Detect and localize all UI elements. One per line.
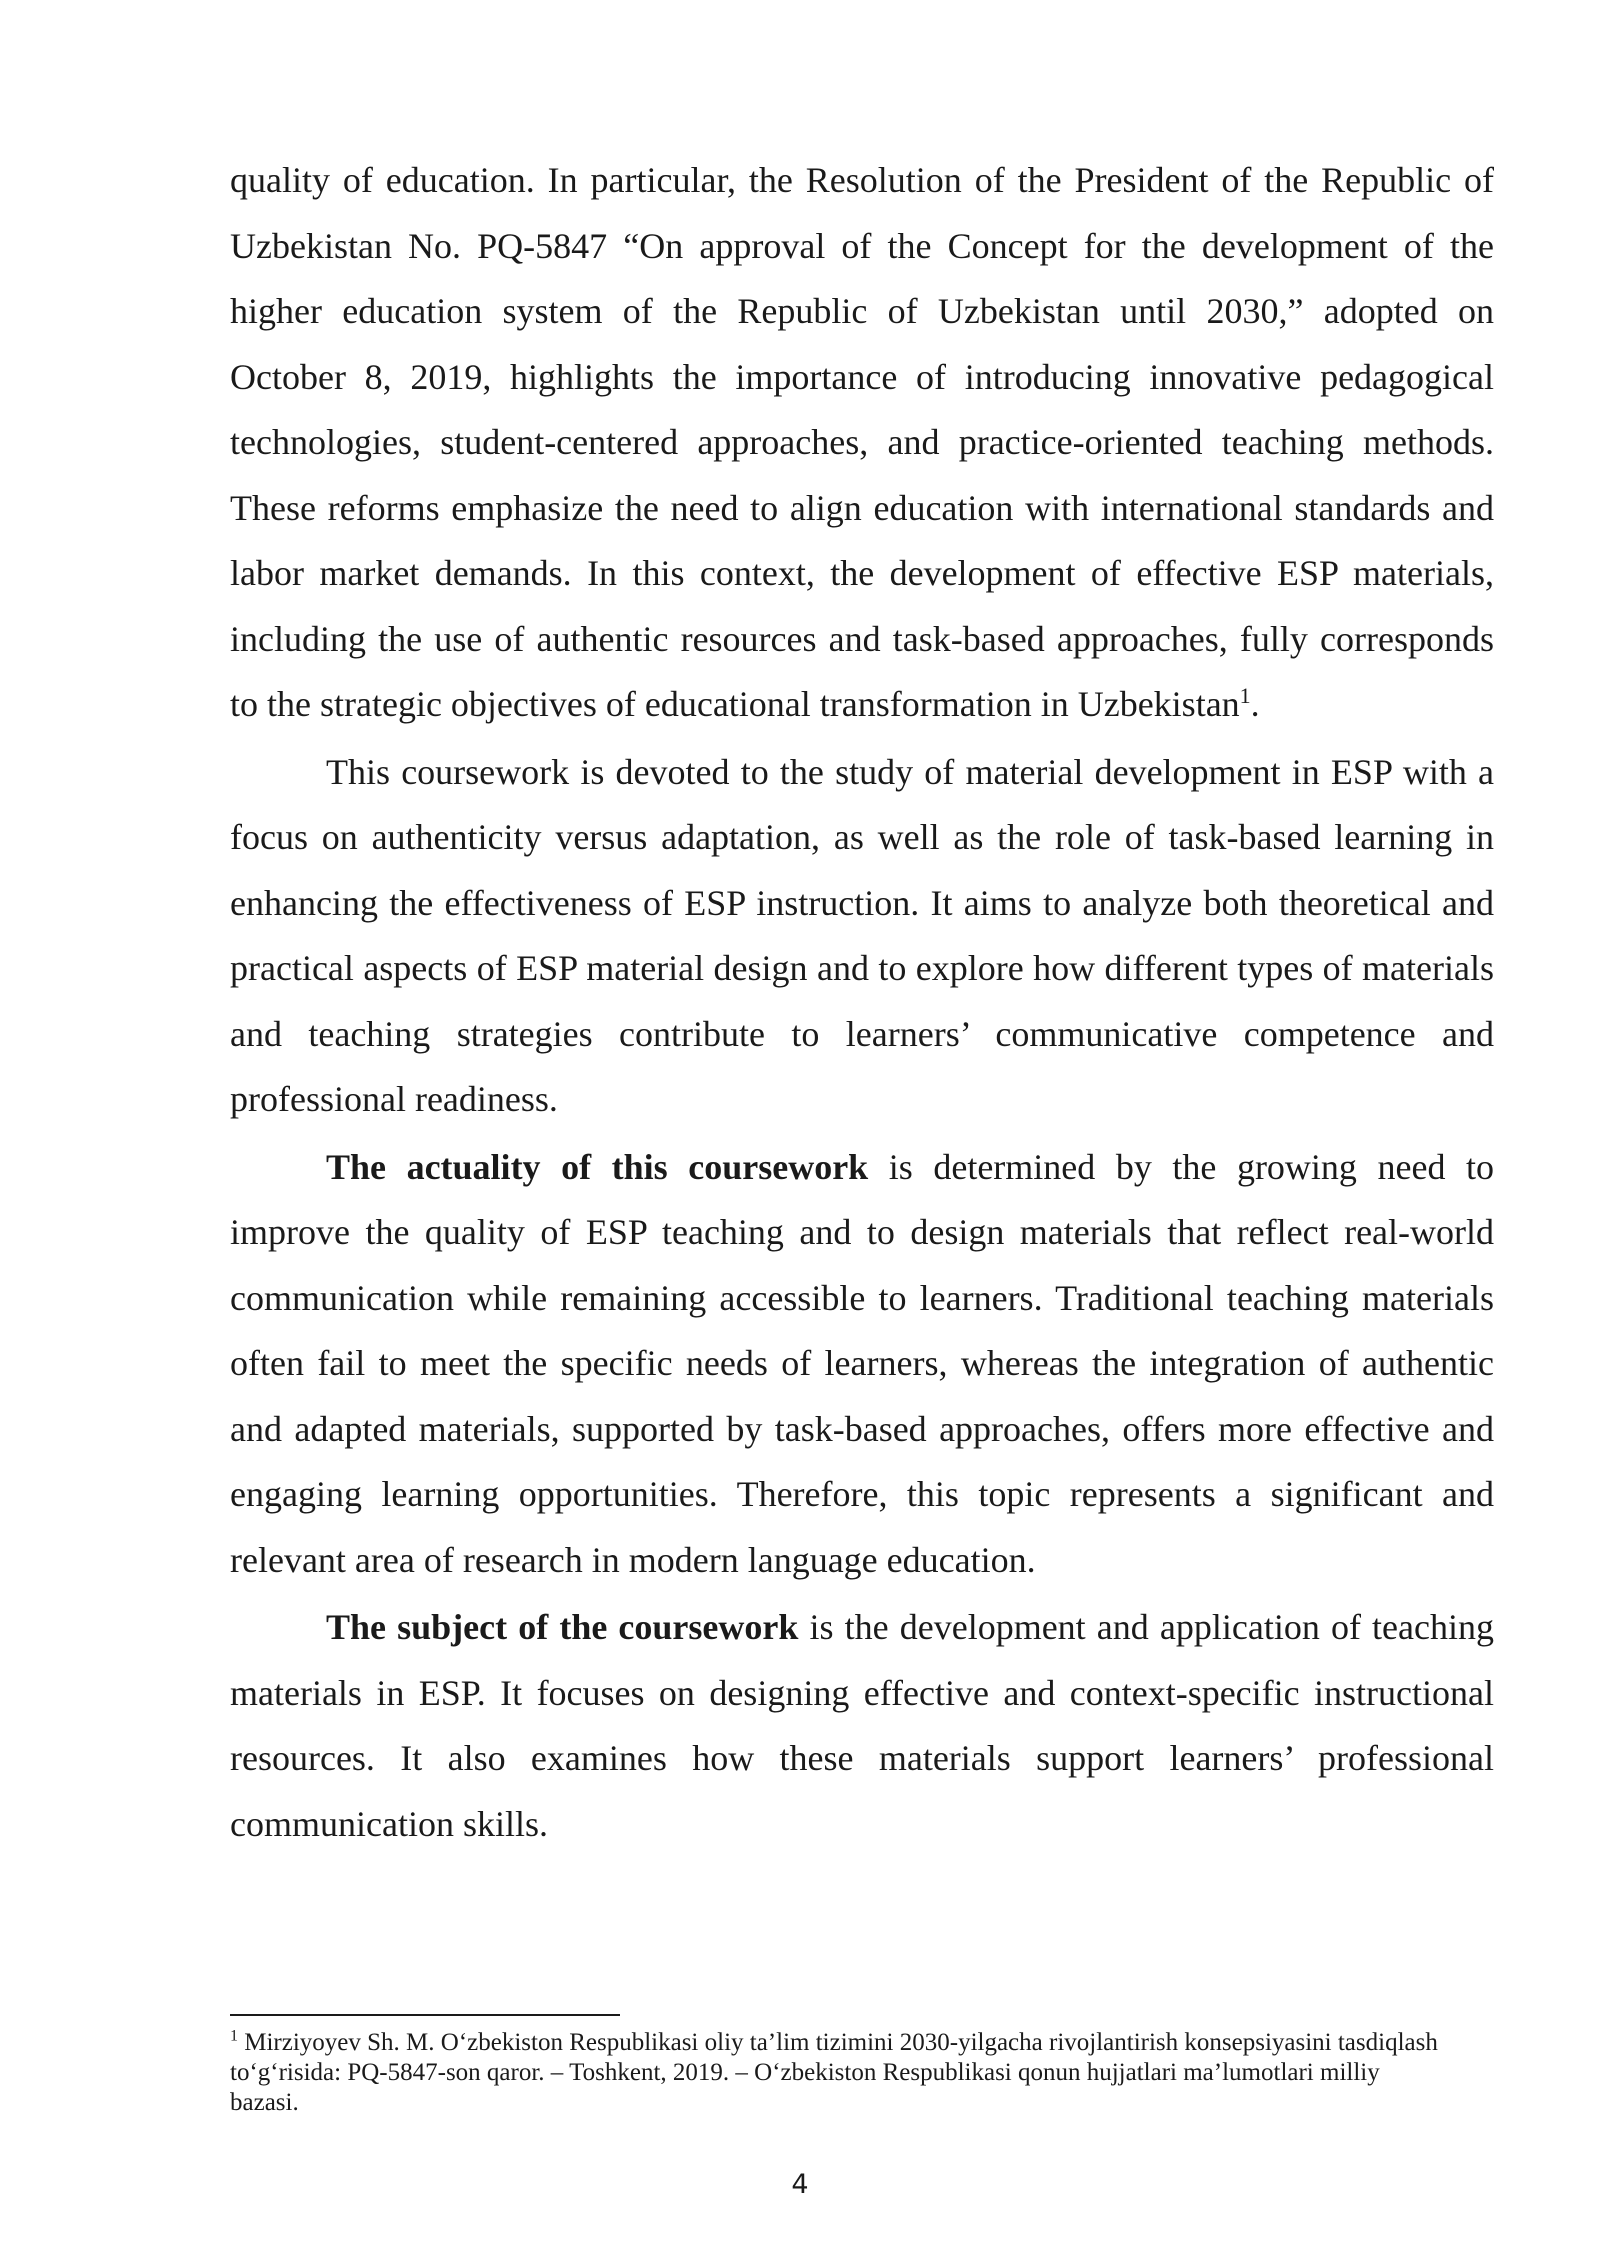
footnote-reference[interactable]: 1 — [1239, 683, 1251, 708]
document-body — [230, 148, 1494, 1859]
footnote-separator — [230, 2014, 620, 2016]
footnote-text: Mirziyoyev Sh. M. O‘zbekiston Respublikasi oliy ta’lim tizimini 2030-yilgacha rivojlantirish konsepsiyasini tasdiqlash to‘g‘risida: PQ-5847-son qaror. – Toshkent, 2019. – O‘zbekiston Respublikasi qonun hujjatlari ma’lumotlari milliy bazasi. — [230, 2029, 1438, 2116]
paragraph-heading-bold: The subject of the coursework — [326, 1607, 799, 1647]
paragraph-heading-bold: The actuality of this coursework — [326, 1146, 869, 1187]
paragraph-actuality — [230, 1135, 1494, 1594]
paragraph-continuation — [230, 148, 1494, 738]
paragraph-text: is determined by the growing need to improve the quality of ESP teaching and to design materials that reflect real-world communication while remaining accessible to learners. Traditional teaching materials often fail to meet the specific needs of learners, whereas the integration of authentic and adapted materials, supported by task-based approaches, offers more effective and engaging learning opportunities. Therefore, this topic represents a significant and relevant area of research in modern language education. — [230, 1146, 1495, 1580]
paragraph-text: is the development and application of teaching materials in ESP. It focuses on designing effective and context-specific instructional resources. It also examines how these materials support learners’ professional communication skills. — [230, 1607, 1494, 1844]
footnote-marker: 1 — [230, 2027, 238, 2045]
page-number: 4 — [791, 2169, 809, 2200]
paragraph-subject — [230, 1595, 1494, 1857]
paragraph-end: . — [1250, 684, 1260, 724]
paragraph-text: This coursework is devoted to the study of material development in ESP with a focus on authenticity versus adaptation, as well as the role of task-based learning in enhancing the effectiveness of ESP instruction. It aims to analyze both theoretical and practical aspects of ESP material design and to explore how different types of materials and teaching strategies contribute to learners’ communicative competence and professional readiness. — [230, 751, 1494, 1119]
footnote — [230, 2028, 1450, 2118]
paragraph-coursework-focus — [230, 740, 1494, 1133]
paragraph-text: quality of education. In particular, the Resolution of the President of the Republic of Uzbekistan No. PQ-5847 “On approval of the Concept for the development of the higher education system of the Republic of Uzbekistan until 2030,” adopted on October 8, 2019, highlights the importance of introducing innovative pedagogical technologies, student-centered approaches, and practice-oriented teaching methods. These reforms emphasize the need to align education with international standards and labor market demands. In this context, the development of effective ESP materials, including the use of authentic resources and task-based approaches, fully corresponds to the strategic objectives of educational transformation in Uzbekistan — [230, 160, 1494, 724]
